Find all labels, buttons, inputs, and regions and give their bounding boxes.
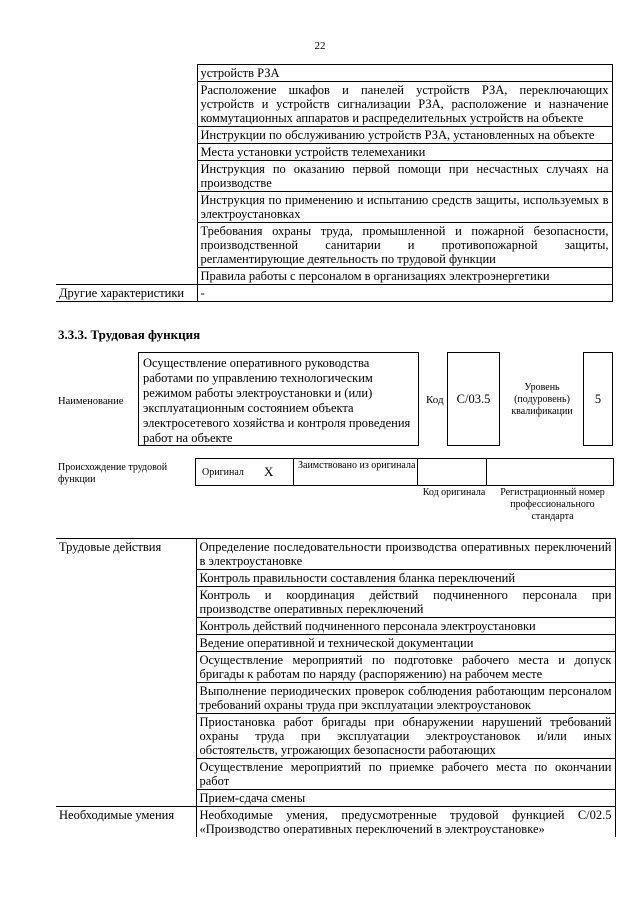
knowledge-item: Инструкция по оказанию первой помощи при несчастных случаях на производстве — [197, 161, 612, 192]
original-label: Оригинал — [202, 467, 244, 478]
original-code-caption: Код оригинала — [422, 487, 486, 498]
other-characteristics-value: - — [197, 285, 612, 302]
borrowed-label: Заимствовано из оригинала — [298, 460, 416, 471]
other-characteristics-label: Другие характеристики — [56, 285, 197, 302]
page-number: 22 — [314, 40, 326, 52]
labor-action-item: Прием-сдача смены — [196, 790, 615, 807]
labor-actions-table — [56, 538, 616, 837]
knowledge-item: Инструкции по обслуживанию устройств РЗА, установленных на объекте — [197, 127, 612, 144]
origin-label: Происхождение трудовой функции — [58, 462, 168, 485]
function-code-value: С/03.5 — [456, 391, 491, 406]
code-label: Код — [426, 394, 444, 406]
borrowed-cell — [293, 458, 418, 486]
origin-row — [196, 458, 614, 486]
labor-action-item: Контроль действий подчиненного персонала электроустановки — [196, 618, 615, 635]
original-mark: X — [264, 464, 274, 479]
section-title: 3.3.3. Трудовая функция — [58, 327, 201, 342]
labor-action-item: Осуществление мероприятий по подготовке рабочего места и допуск бригады к работам по наряду (распоряжению) на рабочем месте — [196, 652, 615, 683]
labor-action-item: Определение последовательности производства оперативных переключений в электроустановке — [196, 539, 615, 570]
labor-action-item: Осуществление мероприятий по приемке рабочего места по окончании работ — [196, 759, 615, 790]
knowledge-item: устройств РЗА — [197, 65, 612, 82]
skills-label: Необходимые умения — [56, 807, 196, 838]
labor-action-item: Ведение оперативной и технической документации — [196, 635, 615, 652]
knowledge-item: Требования охраны труда, промышленной и пожарной безопасности, производственной санитарии и противопожарной защиты, регламентирующие деятельность по трудовой функции — [197, 223, 612, 268]
labor-actions-label: Трудовые действия — [56, 539, 196, 807]
labor-action-item: Контроль и координация действий подчиненного персонала при производстве оперативных переключений — [196, 587, 615, 618]
reg-number-caption: Регистрационный номер профессионального стандарта — [500, 487, 605, 522]
qualification-level-value: 5 — [594, 391, 602, 406]
function-name-value: Осуществление оперативного руководства работами по управлению технологическим режимом работы электроустановки и (или) эксплуатационным состоянием объекта электросетевого хозяйства и контроля проведения работ на объекте — [143, 356, 411, 445]
function-code-box — [447, 352, 500, 446]
qualification-level-box — [583, 352, 613, 446]
knowledge-item: Инструкция по применению и испытанию средств защиты, используемых в электроустановках — [197, 192, 612, 223]
reg-number-cell — [486, 458, 614, 486]
name-label: Наименование — [58, 396, 124, 407]
knowledge-table — [56, 64, 613, 302]
knowledge-label-cell — [56, 65, 197, 285]
knowledge-item: Места установки устройств телемеханики — [197, 144, 612, 161]
skills-value: Необходимые умения, предусмотренные трудовой функцией С/02.5 «Производство оперативных переключений в электроустановке» — [196, 807, 615, 838]
labor-action-item: Приостановка работ бригады при обнаружении нарушений требований охраны труда при эксплуатации электроустановок и/или иных обстоятельств, угрожающих безопасности работающих — [196, 714, 615, 759]
original-code-cell — [417, 458, 487, 486]
original-cell — [195, 458, 294, 486]
knowledge-item: Расположение шкафов и панелей устройств РЗА, переключающих устройств и устройств сигнализации РЗА, расположение и назначение коммутационных аппаратов и распределительных устройств на объекте — [197, 82, 612, 127]
labor-action-item: Выполнение периодических проверок соблюдения работающим персоналом требований охраны труда при эксплуатации электроустановок — [196, 683, 615, 714]
labor-action-item: Контроль правильности составления бланка переключений — [196, 570, 615, 587]
knowledge-item: Правила работы с персоналом в организациях электроэнергетики — [197, 268, 612, 285]
function-name-box — [138, 352, 419, 446]
level-label: Уровень (подуровень) квалификации — [511, 382, 573, 417]
